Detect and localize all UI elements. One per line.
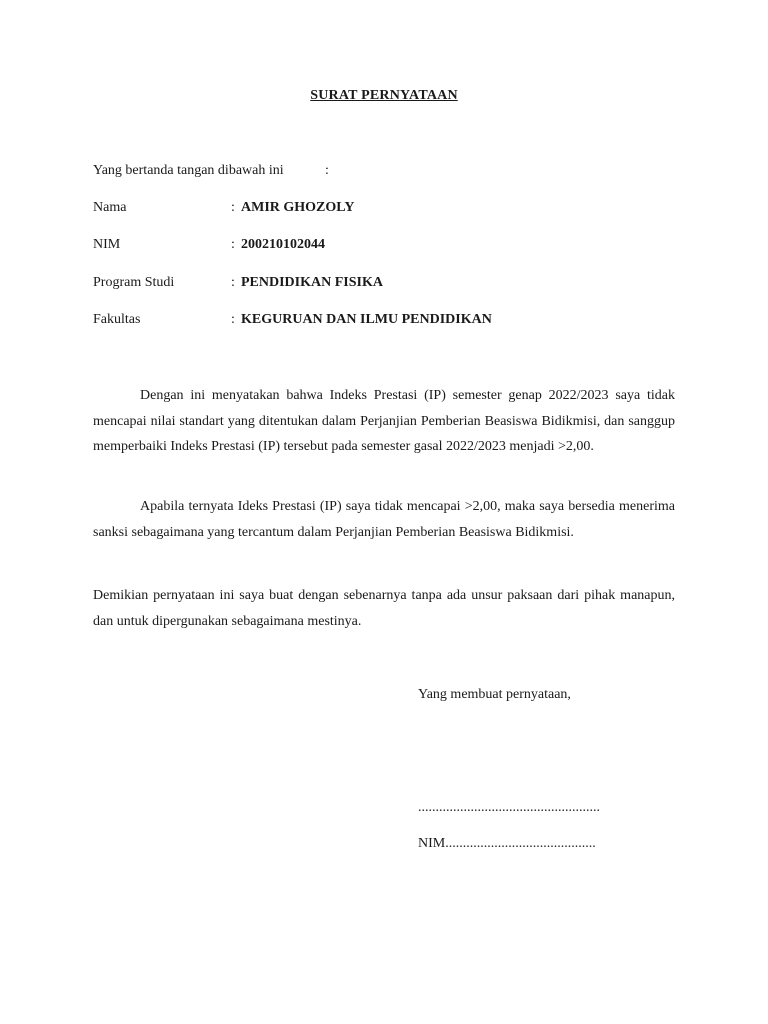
field-label: Fakultas [93, 312, 141, 327]
field-fakultas [93, 312, 693, 332]
field-colon: : [231, 312, 235, 327]
document-title: SURAT PERNYATAAN [310, 88, 458, 103]
intro-line [93, 163, 393, 183]
field-label: NIM [93, 237, 121, 252]
intro-text: Yang bertanda tangan dibawah ini [93, 163, 284, 178]
field-nim [93, 237, 693, 257]
statement-paragraph: Dengan ini menyatakan bahwa Indeks Prestasi (IP) semester genap 2022/2023 saya tidak mencapai nilai standart yang ditentukan dalam Perjanjian Pemberian Beasiswa Bidikmisi, dan sanggup memperbaiki Indeks Prestasi (IP) tersebut pada semester gasal 2022/2023 menjadi >2,00. [93, 388, 675, 454]
closing-paragraph: Demikian pernyataan ini saya buat dengan sebenarnya tanpa ada unsur paksaan dari pihak manapun, dan untuk dipergunakan sebagaimana mestinya. [93, 588, 675, 629]
field-value: KEGURUAN DAN ILMU PENDIDIKAN [241, 312, 492, 327]
signature-name-line: .................................................... [418, 800, 600, 815]
sanction-paragraph: Apabila ternyata Ideks Prestasi (IP) saya tidak mencapai >2,00, maka saya bersedia menerima sanksi sebagaimana yang tercantum dalam Perjanjian Pemberian Beasiswa Bidikmisi. [93, 499, 675, 540]
field-label: Program Studi [93, 275, 175, 290]
intro-colon: : [325, 163, 329, 178]
signature-nim-line: NIM........................................... [418, 836, 596, 851]
field-colon: : [231, 237, 235, 252]
field-value: 200210102044 [241, 237, 325, 252]
field-value: AMIR GHOZOLY [241, 200, 355, 215]
field-nama [93, 200, 693, 220]
field-label: Nama [93, 200, 127, 215]
field-colon: : [231, 275, 235, 290]
signature-heading: Yang membuat pernyataan, [418, 687, 571, 702]
field-colon: : [231, 200, 235, 215]
field-value: PENDIDIKAN FISIKA [241, 275, 383, 290]
field-program-studi [93, 275, 693, 295]
